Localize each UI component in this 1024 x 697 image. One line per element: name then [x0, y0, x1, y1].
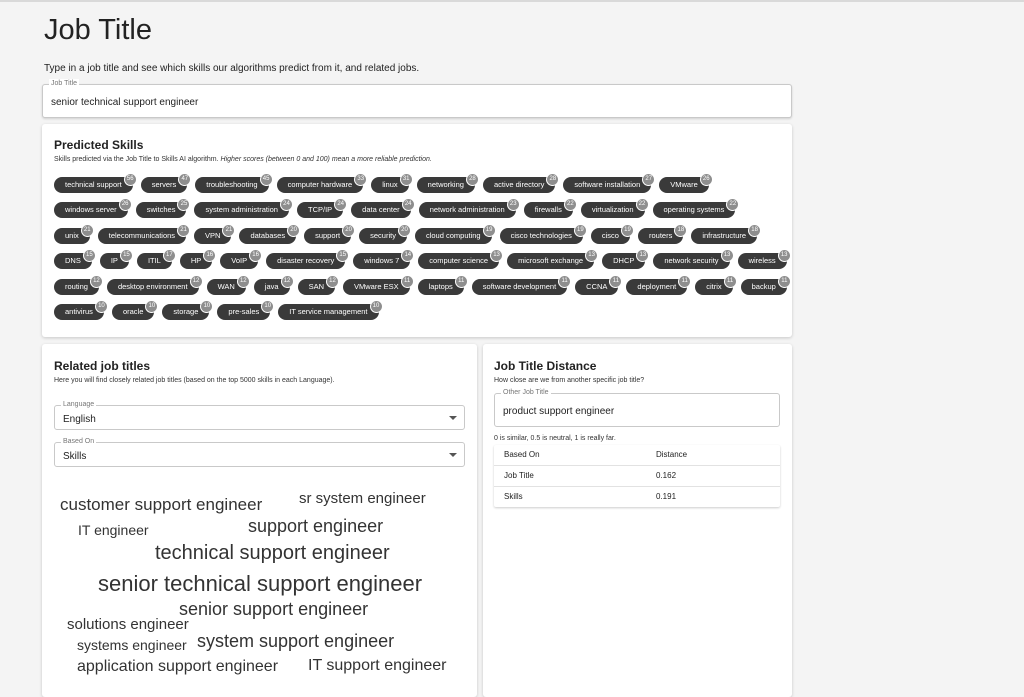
skill-chip[interactable]	[220, 253, 258, 269]
skill-chip[interactable]	[419, 202, 516, 218]
skill-chip[interactable]	[207, 279, 246, 295]
skill-score-badge: 13	[778, 249, 791, 262]
skill-score-badge: 21	[177, 224, 190, 237]
skill-chip[interactable]	[266, 253, 345, 269]
skill-chip[interactable]	[162, 304, 209, 320]
skill-chip-label: SAN	[308, 281, 324, 291]
skill-chip[interactable]	[418, 279, 464, 295]
skill-score-badge: 19	[621, 224, 634, 237]
cloud-word[interactable]: application support engineer	[77, 658, 279, 675]
skill-chip[interactable]	[54, 228, 90, 244]
skill-score-badge: 56	[124, 173, 137, 186]
skill-score-badge: 25	[177, 198, 190, 211]
skill-chip-label: desktop environment	[117, 281, 188, 291]
skill-chip-label: databases	[250, 230, 286, 240]
page-description: Type in a job title and see which skills our algorithms predict from it, and related jobs.	[44, 63, 420, 74]
skill-chip-row	[54, 249, 788, 275]
skill-score-badge: 11	[724, 275, 737, 288]
skill-chip[interactable]	[304, 228, 351, 244]
skill-chip[interactable]	[194, 202, 289, 218]
skill-score-badge: 22	[636, 198, 649, 211]
skill-chip[interactable]	[277, 177, 364, 193]
skill-chip-row	[54, 223, 784, 249]
distance-title: Job Title Distance	[494, 359, 597, 373]
table-header-row	[494, 445, 780, 466]
skill-chip[interactable]	[298, 279, 335, 295]
skill-score-badge: 13	[490, 249, 503, 262]
skill-chip-label: firewalls	[534, 205, 562, 215]
skill-score-badge: 20	[287, 224, 300, 237]
skill-chip-label: java	[264, 281, 279, 291]
table-cell: 0.191	[656, 492, 677, 501]
skill-score-badge: 15	[83, 249, 96, 262]
skill-chip[interactable]	[137, 253, 172, 269]
skill-chip[interactable]	[100, 253, 129, 269]
skill-chip-label: switches	[146, 205, 176, 215]
skill-chip-label: storage	[173, 307, 199, 317]
skill-chip[interactable]	[507, 253, 594, 269]
skill-chip[interactable]	[254, 279, 290, 295]
skill-chip-label: IP	[110, 256, 118, 266]
skill-score-badge: 11	[401, 275, 414, 288]
skill-chip-label: system administration	[205, 205, 278, 215]
job-title-field-label: Job Title	[51, 80, 78, 87]
skill-chip-row	[54, 274, 788, 300]
skill-chip[interactable]	[194, 228, 231, 244]
skill-score-badge: 12	[90, 275, 103, 288]
related-jobs-title: Related job titles	[54, 359, 151, 373]
skill-chip-label: software development	[482, 281, 557, 291]
skill-score-badge: 14	[401, 249, 414, 262]
page-title: Job Title	[44, 14, 152, 46]
skill-chip-label: servers	[151, 179, 177, 189]
cloud-word[interactable]: system support engineer	[197, 631, 395, 651]
distance-note: 0 is similar, 0.5 is neutral, 1 is really far.	[494, 435, 616, 442]
skill-chip[interactable]	[54, 279, 99, 295]
skill-score-badge: 12	[326, 275, 339, 288]
top-border	[0, 0, 1024, 2]
skill-chip-row	[54, 198, 784, 224]
skill-chip[interactable]	[195, 177, 268, 193]
job-title-input[interactable]: senior technical support engineer	[51, 97, 199, 108]
skill-score-badge: 19	[483, 224, 496, 237]
chevron-down-icon	[449, 453, 457, 457]
chevron-down-icon	[449, 416, 457, 420]
skill-chip-label: IT service management	[289, 307, 368, 317]
skill-chip-label: microsoft exchange	[518, 256, 584, 266]
based-on-select-value: Skills	[63, 451, 87, 462]
skill-score-badge: 11	[455, 275, 468, 288]
skill-score-badge: 24	[402, 198, 415, 211]
skill-chip-label: virtualization	[591, 205, 634, 215]
skill-chip[interactable]	[359, 228, 407, 244]
table-row	[494, 487, 780, 507]
skill-chip[interactable]	[239, 228, 296, 244]
skill-chip-label: windows 7	[364, 256, 400, 266]
cloud-word[interactable]: customer support engineer	[60, 495, 263, 514]
skill-chip-label: network administration	[429, 205, 505, 215]
skill-chip-label: disaster recovery	[277, 256, 335, 266]
skill-chip-label: VMware ESX	[353, 281, 399, 291]
skill-chip-label: VoIP	[231, 256, 248, 266]
skill-chip[interactable]	[563, 177, 651, 193]
skill-score-badge: 11	[778, 275, 791, 288]
skill-score-badge: 12	[190, 275, 203, 288]
table-cell: Job Title	[504, 471, 534, 480]
related-jobs-subtitle: Here you will find closely related job titles (based on the top 5000 skills in each Language).	[54, 377, 335, 384]
skill-chip[interactable]	[417, 177, 475, 193]
skill-score-badge: 18	[748, 224, 761, 237]
skill-score-badge: 27	[642, 173, 655, 186]
cloud-word[interactable]: sr system engineer	[299, 490, 426, 507]
skill-chip-label: support	[315, 230, 341, 240]
skill-chip[interactable]	[524, 202, 573, 218]
skill-score-badge: 17	[163, 249, 176, 262]
skill-chip-label: TCP/IP	[307, 205, 333, 215]
skill-chip[interactable]	[741, 279, 787, 295]
skill-chip-label: WAN	[217, 281, 235, 291]
skill-chip-label: infrastructure	[702, 230, 747, 240]
skill-score-badge: 11	[678, 275, 691, 288]
skill-score-badge: 10	[261, 300, 274, 313]
language-select-label: Language	[63, 401, 95, 408]
skill-chip[interactable]	[136, 202, 187, 218]
skill-score-badge: 10	[95, 300, 108, 313]
based-on-select-label: Based On	[63, 438, 95, 445]
skill-score-badge: 22	[726, 198, 739, 211]
skill-score-badge: 31	[400, 173, 413, 186]
skill-score-badge: 10	[200, 300, 213, 313]
skill-chip-label: citrix	[706, 281, 722, 291]
skill-chip-label: pre-sales	[228, 307, 260, 317]
skill-score-badge: 11	[609, 275, 622, 288]
skill-chip[interactable]	[343, 279, 410, 295]
skill-chip-label: security	[370, 230, 396, 240]
skill-chips	[54, 172, 788, 325]
skill-chip-label: network security	[664, 256, 719, 266]
skill-chip-label: troubleshooting	[206, 179, 258, 189]
language-select-value: English	[63, 414, 96, 425]
skill-chip[interactable]	[418, 253, 499, 269]
predicted-skills-title: Predicted Skills	[54, 138, 144, 152]
distance-table	[494, 445, 780, 507]
skill-chip-label: active directory	[493, 179, 545, 189]
skill-chip[interactable]	[107, 279, 199, 295]
skill-chip-label: data center	[362, 205, 400, 215]
skill-score-badge: 18	[674, 224, 687, 237]
skill-chip-row	[54, 172, 784, 198]
other-job-title-field[interactable]	[494, 389, 780, 427]
table-cell: Skills	[504, 492, 523, 501]
cloud-word[interactable]: IT support engineer	[308, 657, 447, 674]
skill-chip[interactable]	[371, 177, 408, 193]
skill-chip[interactable]	[415, 228, 492, 244]
skill-chip[interactable]	[695, 279, 732, 295]
skill-chip[interactable]	[591, 228, 630, 244]
skill-chip-label: cisco technologies	[510, 230, 572, 240]
other-job-title-input[interactable]: product support engineer	[503, 406, 615, 417]
skill-score-badge: 10	[145, 300, 158, 313]
skill-score-badge: 12	[281, 275, 294, 288]
predicted-skills-subtitle: Skills predicted via the Job Title to Skills AI algorithm. Higher scores (between 0 and 100) mean a more reliable prediction.	[54, 156, 432, 163]
based-on-select[interactable]	[54, 438, 465, 467]
skill-chip-label: telecommunications	[108, 230, 176, 240]
cloud-word[interactable]: systems engineer	[77, 637, 187, 653]
skill-chip[interactable]	[638, 228, 683, 244]
skill-chip[interactable]	[54, 177, 133, 193]
skill-chip[interactable]	[653, 202, 736, 218]
skill-score-badge: 28	[546, 173, 559, 186]
skill-chip-label: networking	[427, 179, 464, 189]
skill-chip-label: wireless	[748, 256, 776, 266]
table-header: Based On	[504, 450, 540, 459]
skill-score-badge: 12	[237, 275, 250, 288]
skill-chip-label: DHCP	[613, 256, 635, 266]
skill-chip[interactable]	[353, 253, 410, 269]
skill-chip[interactable]	[351, 202, 411, 218]
skill-chip[interactable]	[626, 279, 687, 295]
skill-chip[interactable]	[575, 279, 618, 295]
skill-score-badge: 13	[721, 249, 734, 262]
skill-chip[interactable]	[98, 228, 186, 244]
language-select[interactable]	[54, 401, 465, 430]
job-title-field[interactable]	[42, 80, 792, 118]
skill-score-badge: 24	[280, 198, 293, 211]
skill-score-badge: 47	[178, 173, 191, 186]
skill-chip[interactable]	[54, 202, 128, 218]
skill-chip[interactable]	[278, 304, 378, 320]
cloud-word[interactable]: solutions engineer	[67, 616, 189, 633]
skill-chip-label: oracle	[122, 307, 144, 317]
skill-score-badge: 28	[466, 173, 479, 186]
skill-chip[interactable]	[483, 177, 555, 193]
skill-chip[interactable]	[141, 177, 188, 193]
skill-chip-label: VMware	[670, 179, 698, 189]
skill-score-badge: 15	[336, 249, 349, 262]
skill-score-badge: 11	[558, 275, 571, 288]
skill-score-badge: 26	[700, 173, 713, 186]
skill-chip[interactable]	[217, 304, 270, 320]
skill-chip-label: antivirus	[65, 307, 93, 317]
skill-score-badge: 16	[249, 249, 262, 262]
skill-score-badge: 21	[222, 224, 235, 237]
skill-chip-label: CCNA	[586, 281, 608, 291]
cloud-word[interactable]: support engineer	[248, 516, 384, 536]
skill-chip[interactable]	[738, 253, 787, 269]
cloud-word[interactable]: technical support engineer	[155, 542, 390, 564]
skill-score-badge: 15	[120, 249, 133, 262]
skill-score-badge: 13	[636, 249, 649, 262]
skill-chip-label: routing	[65, 281, 88, 291]
skill-chip-label: ITIL	[147, 256, 161, 266]
skill-chip-label: laptops	[428, 281, 453, 291]
skill-chip-label: unix	[65, 230, 79, 240]
skill-chip[interactable]	[659, 177, 709, 193]
skill-score-badge: 20	[398, 224, 411, 237]
skill-score-badge: 45	[260, 173, 273, 186]
skill-score-badge: 23	[507, 198, 520, 211]
table-cell: 0.162	[656, 471, 677, 480]
skill-chip-row	[54, 300, 784, 326]
other-job-title-label: Other Job Title	[503, 389, 549, 396]
skill-chip[interactable]	[54, 304, 104, 320]
skill-score-badge: 24	[334, 198, 347, 211]
table-row	[494, 466, 780, 487]
skill-chip[interactable]	[500, 228, 583, 244]
skill-chip-label: cloud computing	[425, 230, 481, 240]
distance-subtitle: How close are we from another specific job title?	[494, 377, 645, 384]
skill-chip-label: DNS	[65, 256, 81, 266]
skill-score-badge: 19	[574, 224, 587, 237]
skill-score-badge: 22	[564, 198, 577, 211]
skill-chip[interactable]	[691, 228, 757, 244]
skill-chip[interactable]	[180, 253, 212, 269]
skill-chip-label: cisco	[601, 230, 619, 240]
skill-score-badge: 33	[354, 173, 367, 186]
skill-score-badge: 13	[585, 249, 598, 262]
skill-score-badge: 20	[342, 224, 355, 237]
skill-chip-label: backup	[751, 281, 776, 291]
skill-chip-label: windows server	[65, 205, 117, 215]
skill-chip[interactable]	[602, 253, 645, 269]
skill-chip-label: linux	[382, 179, 398, 189]
cloud-word[interactable]: senior technical support engineer	[98, 571, 423, 596]
skill-score-badge: 21	[81, 224, 94, 237]
skill-score-badge: 26	[119, 198, 132, 211]
skill-chip[interactable]	[297, 202, 343, 218]
skill-chip-label: software installation	[574, 179, 641, 189]
skill-chip-label: computer hardware	[287, 179, 353, 189]
cloud-word[interactable]: IT engineer	[78, 522, 149, 538]
skill-chip-label: deployment	[637, 281, 677, 291]
skill-chip[interactable]	[472, 279, 567, 295]
cloud-word[interactable]: senior support engineer	[179, 599, 369, 619]
skill-chip-label: VPN	[205, 230, 221, 240]
skill-chip[interactable]	[112, 304, 154, 320]
skill-chip-label: HP	[190, 256, 202, 266]
skill-chip[interactable]	[54, 253, 92, 269]
skill-chip-label: routers	[648, 230, 673, 240]
skill-chip[interactable]	[653, 253, 729, 269]
skill-chip[interactable]	[581, 202, 645, 218]
skill-chip-label: technical support	[65, 179, 122, 189]
skill-score-badge: 10	[370, 300, 383, 313]
skill-chip-label: operating systems	[663, 205, 725, 215]
skill-score-badge: 16	[203, 249, 216, 262]
skill-chip-label: computer science	[429, 256, 489, 266]
table-header: Distance	[656, 450, 688, 459]
